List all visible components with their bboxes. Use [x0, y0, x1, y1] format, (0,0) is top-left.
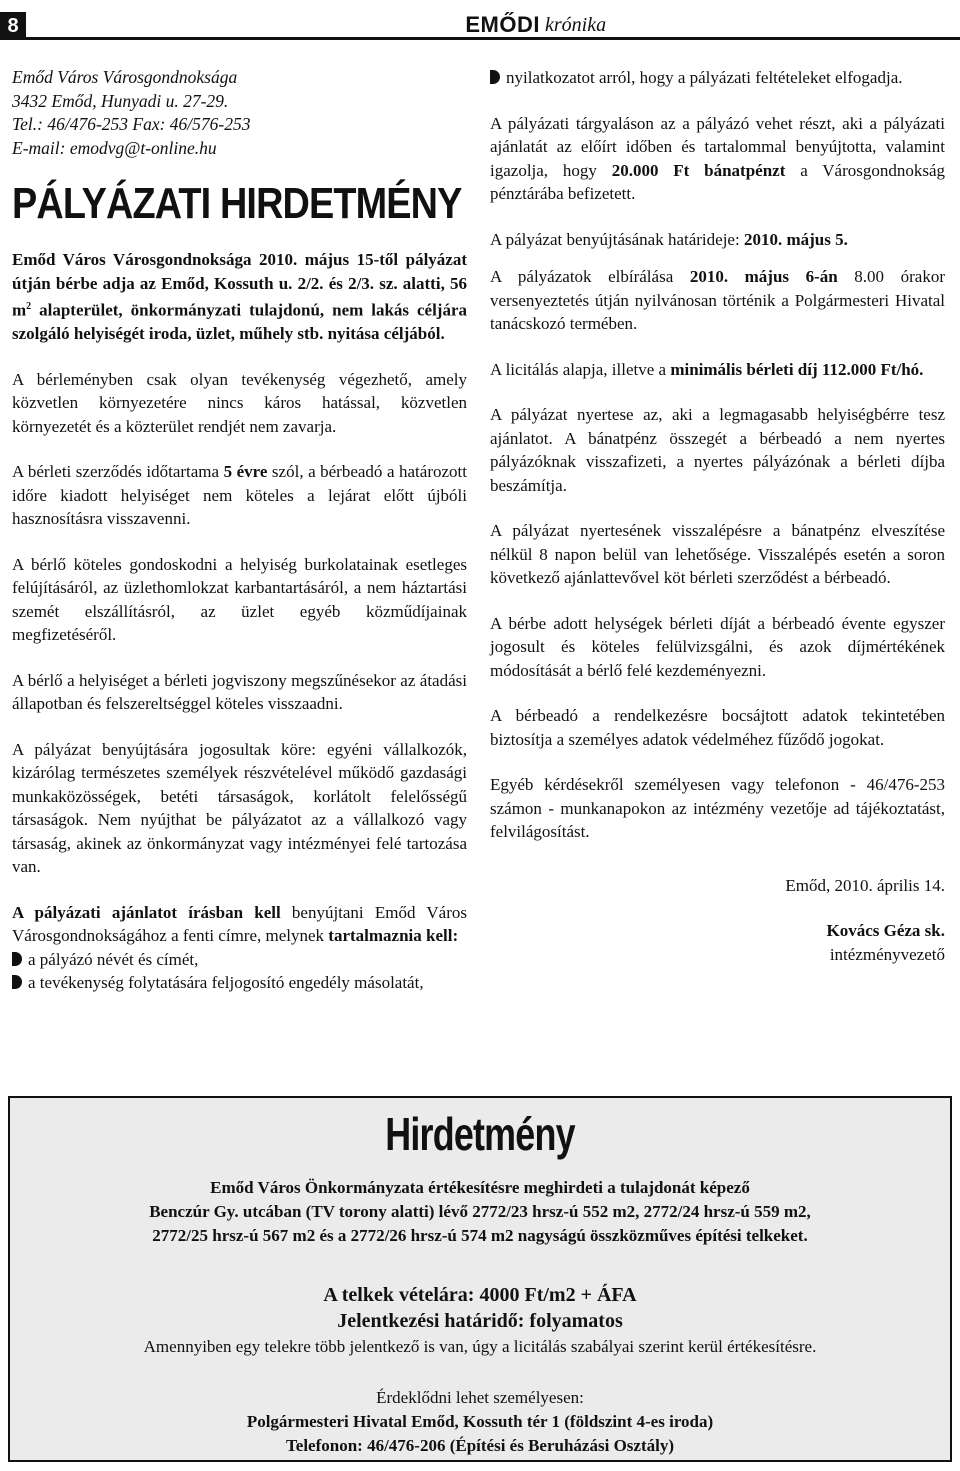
deposit-bold: 20.000 Ft bánatpénzt — [611, 160, 786, 180]
list-item — [12, 948, 467, 972]
lead-superscript: 2 — [26, 301, 32, 312]
notice-line-3: 2772/25 hrsz-ú 567 m2 és a 2772/26 hrsz-ú 574 m2 nagyságú összközműves építési telkeket. — [152, 1226, 808, 1245]
bullet-text-1: a pályázó névét és címét, — [28, 949, 199, 969]
sender-address: 3432 Emőd, Hunyadi u. 27-29. — [12, 90, 229, 111]
lead-paragraph — [12, 248, 467, 346]
deposit-text-a: A pályázati tárgyaláson az a pályázó vehet részt, aki a pályázati ajánlatát az előírt időben és tartalommal benyújtotta, valamint igazolja, hogy — [490, 113, 945, 180]
paragraph-activity: A bérleményben csak olyan tevékenység végezhető, amely közvetlen környezetére nincs káros hatással, közvetlen környezetét és a közterület rendjét nem zavarja. — [12, 369, 467, 436]
evaluation-bold: 2010. május 6-án — [689, 267, 838, 286]
minimum-fee-text: A licitálás alapja, illetve a — [490, 359, 671, 379]
bullet-text-2: a tevékenység folytatására feljogosító engedély másolatát, — [28, 973, 424, 993]
paragraph-winner: A pályázat nyertese az, aki a legmagasabb helyiségbérre tesz ajánlatot. A bánatpénz összegét a bérbeadó a nem nyertes pályázóknak visszafizeti, a nyertes pályázónak a bérleti díjba beszámítja. — [490, 405, 945, 495]
list-item — [490, 66, 945, 90]
paragraph-privacy: A bérbeadó a rendelkezésre bocsájtott adatok tekintetében biztosítja a személyes adatok védelméhez fűződő jogokat. — [490, 706, 945, 749]
notice-box — [8, 1096, 952, 1462]
left-column — [12, 66, 467, 995]
paragraph-duration — [12, 460, 467, 531]
duration-text-a: A bérleti szerződés időtartama — [12, 462, 224, 482]
page-title: PÁLYÁZATI HIRDETMÉNY — [12, 179, 462, 228]
submission-bold-1: A pályázati ajánlatot írásban kell — [12, 902, 281, 922]
minimum-fee-bold: minimális bérleti díj 112.000 Ft/hó. — [670, 359, 924, 379]
sender-org: Emőd Város Városgondnoksága — [12, 67, 238, 87]
submission-bold-2: tartalmaznia kell: — [328, 926, 459, 946]
paragraph-eligibility: A pályázat benyújtására jogosultak köre: egyéni vállalkozók, kizárólag természetes személyek részvételével működő gazdasági munkaközösségek, betéti társaságok, korlátolt felelősségű társaságok. Nem nyújthat be pályázatot az a vállalkozó vagy társaság, akinek az önkormányzat vagy intézményei felé tartozása van. — [12, 739, 467, 877]
paragraph-maintenance: A bérlő köteles gondoskodni a helyiség burkolatainak esetleges felújításáról, az üzlethomlokzat karbantartásáról, a nem háztartási szemét elszállításról, az üzlet egyéb közműdíjainak megfizetéséről. — [12, 554, 467, 645]
notice-contact-intro: Érdeklődni lehet személyesen: — [376, 1388, 584, 1407]
sender-phone: Tel.: 46/476-253 Fax: 46/576-253 — [12, 114, 251, 134]
deadline-text: A pályázat benyújtásának határideje: — [490, 229, 744, 249]
masthead: EMŐDI — [465, 12, 540, 37]
evaluation-text-b: 8.00 órakor versenyeztetés útján nyilvánosan történik a Polgármesteri Hivatal tanácskozó termében. — [490, 267, 945, 333]
notice-title: Hirdetmény — [385, 1108, 575, 1160]
notice-line-1: Emőd Város Önkormányzata értékesítésre meghirdeti a tulajdonát képező — [210, 1178, 750, 1197]
bullet-icon — [12, 975, 22, 989]
paragraph-deposit — [490, 112, 945, 206]
paragraph-review: A bérbe adott helységek bérleti díját a bérbeadó évente egyszer jogosult és köteles felülvizsgálni, és azok díjmértékének módosítását a bérlő felé kezdeményezni. — [490, 613, 945, 680]
duration-bold: 5 évre — [223, 462, 268, 482]
paragraph-withdrawal: A pályázat nyertesének visszalépésre a bánatpénz elveszítése nélkül 8 napon belül van lehetősége. Visszalépés esetén a soron következő ajánlattevővel köt bérleti szerződést a bérbeadó. — [490, 521, 945, 587]
notice-line-2: Benczúr Gy. utcában (TV torony alatti) lévő 2772/23 hrsz-ú 552 m2, 2772/24 hrsz-ú 559 m2, — [149, 1202, 811, 1221]
lead-text-a: Emőd Város Városgondnoksága 2010. május 15-től pályázat útján bérbe adja az Emőd, Kossuth u. 2/2. és 2/3. sz. alatti, 56 m — [12, 250, 467, 320]
paragraph-submission — [12, 901, 467, 948]
lead-text-b: alapterület, önkormányzati tulajdonú, nem lakás céljára szolgáló helyiségét iroda, üzlet, műhely stb. nyitása céljából. — [12, 300, 467, 344]
masthead-subtitle: krónika — [545, 14, 607, 36]
notice-price: A telkek vételára: 4000 Ft/m2 + ÁFA — [323, 1284, 637, 1306]
paragraph-return: A bérlő a helyiséget a bérleti jogviszony megszűnésekor az átadási állapotban és felszereltséggel köteles visszaadni. — [12, 670, 467, 714]
signature-title: intézményvezető — [829, 944, 945, 964]
bullet-icon — [12, 952, 22, 966]
paragraph-deadline — [490, 228, 945, 252]
deposit-text-b: a Városgondnokság pénztárába befizetett. — [490, 160, 946, 203]
notice-contact-phone: Telefonon: 46/476-206 (Építési és Beruházási Osztály) — [286, 1436, 674, 1455]
bullet-icon — [490, 70, 500, 84]
submission-text: benyújtani Emőd Város Városgondnokságához a fenti címre, melynek — [12, 902, 467, 946]
notice-rule: Amennyiben egy telekre több jelentkező is van, úgy a licitálás szabályai szerint kerül értékesítésre. — [143, 1337, 817, 1356]
bullet-text-3: nyilatkozatot arról, hogy a pályázati feltételeket elfogadja. — [506, 68, 903, 87]
signature-date: Emőd, 2010. április 14. — [785, 875, 945, 895]
sender-email: E-mail: emodvg@t-online.hu — [12, 137, 217, 158]
signature-name: Kovács Géza sk. — [826, 921, 945, 940]
right-column — [490, 66, 945, 988]
page-number: 8 — [0, 12, 26, 40]
list-item — [12, 971, 467, 995]
page-header — [0, 0, 960, 56]
paragraph-contact: Egyéb kérdésekről személyesen vagy telefonon - 46/476-253 számon - munkanapokon az intézmény vezetője ad tájékoztatást, felvilágosítást. — [490, 775, 945, 841]
paragraph-minimum-fee — [490, 358, 945, 382]
evaluation-text-a: A pályázatok elbírálása — [490, 267, 690, 286]
notice-deadline: Jelentkezési határidő: folyamatos — [337, 1310, 623, 1332]
notice-contact-place: Polgármesteri Hivatal Emőd, Kossuth tér 1 (földszint 4-es iroda) — [246, 1412, 714, 1431]
paragraph-evaluation — [490, 265, 945, 336]
sender-block — [12, 66, 467, 160]
duration-text-b: szól, a bérbeadó a határozott időre kiadott helyiséget nem köteles a lejárat előtt újbóli hasznosításra visszavenni. — [12, 462, 467, 529]
deadline-bold: 2010. május 5. — [743, 229, 848, 249]
